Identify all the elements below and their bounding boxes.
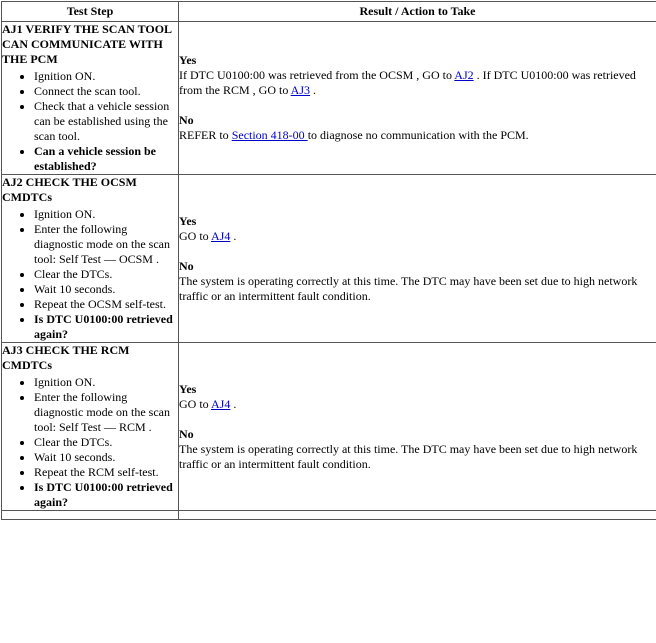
list-item: • Repeat the OCSM self-test. <box>34 297 178 312</box>
step-cell-aj3 <box>2 343 179 511</box>
step-list-aj2 <box>2 207 178 342</box>
action-text: GO to <box>179 229 211 243</box>
step-row-aj1 <box>2 22 656 175</box>
step-row-aj3 <box>2 343 656 511</box>
no-action-aj3: The system is operating correctly at this time. The DTC may have been set due to high network traffic or an intermittent fault condition. <box>179 442 656 472</box>
step-row-aj2 <box>2 175 656 343</box>
list-item: • Ignition ON. <box>34 375 178 390</box>
action-text: . <box>230 397 236 411</box>
step-cell-aj1 <box>2 22 179 175</box>
list-item: • Connect the scan tool. <box>34 84 178 99</box>
no-label: No <box>179 427 656 442</box>
step-question-aj1: • Can a vehicle session be established? <box>34 144 178 174</box>
list-item: • Check that a vehicle session can be established using the scan tool. <box>34 99 178 144</box>
action-text: If DTC U0100:00 was retrieved from the OCSM , GO to <box>179 68 454 82</box>
list-item: • Clear the DTCs. <box>34 435 178 450</box>
no-action-aj2: The system is operating correctly at this time. The DTC may have been set due to high network traffic or an intermittent fault condition. <box>179 274 656 304</box>
header-result-action: Result / Action to Take <box>179 2 656 22</box>
step-question-aj3: • Is DTC U0100:00 retrieved again? <box>34 480 178 510</box>
link-aj4[interactable]: AJ4 <box>211 229 230 243</box>
step-list-aj3 <box>2 375 178 510</box>
no-action-aj1 <box>179 128 656 143</box>
action-text: . If DTC U0100:00 was retrieved from the RCM , GO to <box>179 68 636 97</box>
yes-label: Yes <box>179 53 656 68</box>
header-row <box>2 2 656 22</box>
result-cell-aj1 <box>179 22 656 175</box>
link-aj4[interactable]: AJ4 <box>211 397 230 411</box>
action-text: to diagnose no communication with the PCM. <box>308 128 529 142</box>
list-item: • Wait 10 seconds. <box>34 450 178 465</box>
list-item: • Wait 10 seconds. <box>34 282 178 297</box>
link-section-418-00[interactable]: Section 418-00 <box>232 128 308 142</box>
list-item: • Enter the following diagnostic mode on the scan tool: Self Test — OCSM . <box>34 222 178 267</box>
action-text: . <box>310 83 316 97</box>
step-cell-aj2 <box>2 175 179 343</box>
yes-label: Yes <box>179 214 656 229</box>
list-item: • Ignition ON. <box>34 207 178 222</box>
result-cell-aj3 <box>179 343 656 511</box>
header-test-step: Test Step <box>2 2 179 22</box>
list-item: • Ignition ON. <box>34 69 178 84</box>
action-text: . <box>230 229 236 243</box>
step-title-aj3: AJ3 CHECK THE RCM CMDTCs <box>2 343 178 373</box>
no-label: No <box>179 113 656 128</box>
table-row <box>2 511 656 520</box>
step-title-aj2: AJ2 CHECK THE OCSM CMDTCs <box>2 175 178 205</box>
action-text: REFER to <box>179 128 232 142</box>
link-aj3[interactable]: AJ3 <box>291 83 310 97</box>
action-text: GO to <box>179 397 211 411</box>
list-item: • Repeat the RCM self-test. <box>34 465 178 480</box>
link-aj2[interactable]: AJ2 <box>454 68 473 82</box>
result-cell-aj2 <box>179 175 656 343</box>
list-item: • Enter the following diagnostic mode on the scan tool: Self Test — RCM . <box>34 390 178 435</box>
yes-action-aj2 <box>179 229 656 244</box>
diagnostic-table <box>1 1 656 520</box>
empty-cell <box>2 511 179 520</box>
no-label: No <box>179 259 656 274</box>
yes-label: Yes <box>179 382 656 397</box>
step-question-aj2: • Is DTC U0100:00 retrieved again? <box>34 312 178 342</box>
step-list-aj1 <box>2 69 178 174</box>
yes-action-aj3 <box>179 397 656 412</box>
yes-action-aj1 <box>179 68 656 98</box>
list-item: • Clear the DTCs. <box>34 267 178 282</box>
empty-cell <box>179 511 656 520</box>
step-title-aj1: AJ1 VERIFY THE SCAN TOOL CAN COMMUNICATE WITH THE PCM <box>2 22 178 67</box>
